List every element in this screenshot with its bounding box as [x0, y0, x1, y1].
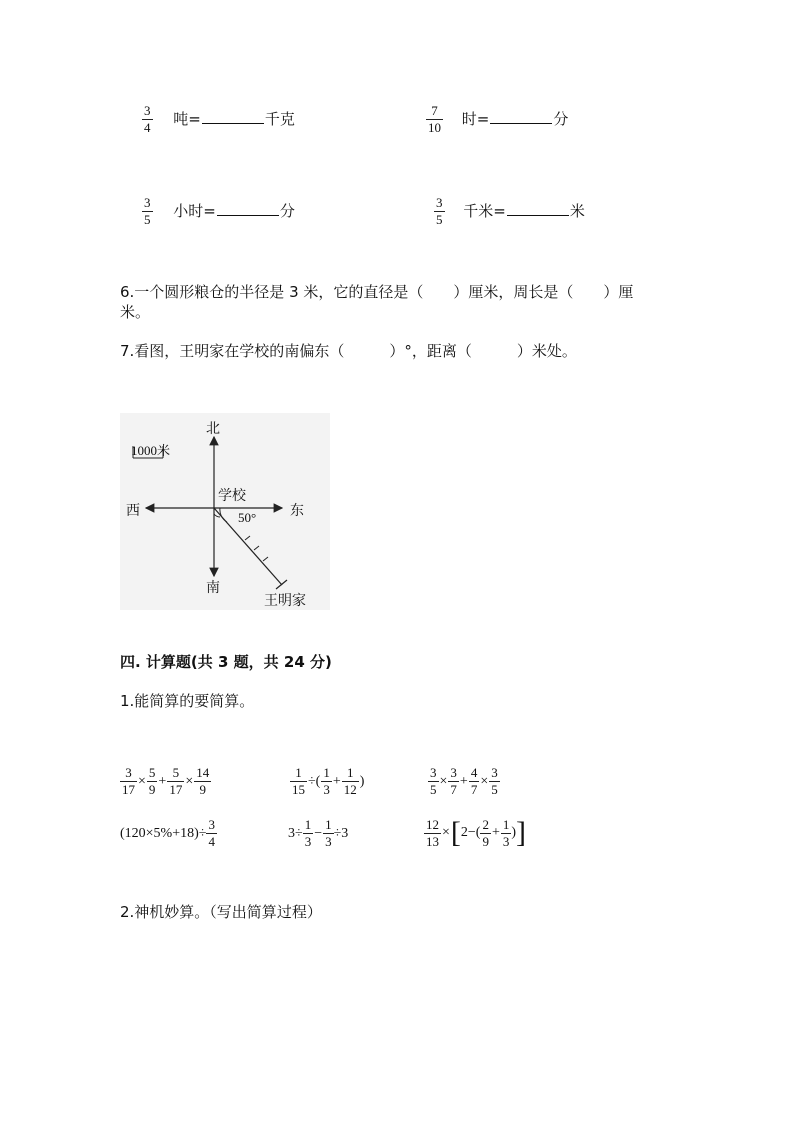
unit-to-label: 千克 — [264, 110, 295, 128]
school-label: 学校 — [218, 489, 246, 504]
answer-blank[interactable] — [202, 109, 264, 124]
calc-1-label: 1.能简算的要简算。 — [120, 692, 255, 710]
unit-to-label: 分 — [279, 202, 295, 220]
unit-from-label: 时= — [461, 110, 490, 128]
angle-label: 50° — [238, 510, 257, 525]
unit-to-label: 分 — [553, 110, 569, 128]
expression-1: $\frac{3}{17}$ × $\frac{5}{9}$ + $\frac{5}{17}$ × $\frac{14}{9}$ — [122, 765, 210, 797]
question-7-text: 7.看图，王明家在学校的南偏东（ ）°，距离（ ）米处。 — [120, 342, 577, 360]
conversion-item-1 — [142, 104, 295, 135]
unit-from-label: 吨= — [173, 110, 201, 128]
north-label: 北 — [206, 422, 220, 437]
east-label: 东 — [290, 504, 304, 519]
section-4-title: 四. 计算题(共 3 题，共 24 分) — [120, 653, 332, 671]
question-6-line-2: 米。 — [120, 303, 151, 321]
unit-from-label: 小时= — [173, 202, 216, 220]
expression-5: 3÷ $\frac{1}{3}$ − $\frac{1}{3}$ ÷3 — [288, 817, 349, 849]
fraction: $\frac{3}{4}$ — [144, 103, 151, 135]
question-6-line-1: 6.一个圆形粮仓的半径是 3 米，它的直径是（ ）厘米，周长是（ ）厘 — [120, 283, 634, 301]
fraction: $\frac{3}{5}$ — [436, 195, 443, 227]
home-label: 王明家 — [264, 594, 306, 609]
conversion-item-2 — [426, 104, 568, 135]
answer-blank[interactable] — [217, 201, 279, 216]
fraction: $\frac{7}{10}$ — [428, 103, 441, 135]
expression-2: $\frac{1}{15}$ ÷( $\frac{1}{3}$ + $\frac{1}{12}$ ) — [292, 765, 365, 797]
answer-blank[interactable] — [507, 201, 569, 216]
answer-blank[interactable] — [490, 109, 552, 124]
unit-to-label: 米 — [569, 202, 585, 220]
expression-6: $\frac{12}{13}$ × [ 2−( $\frac{2}{9}$ + $\frac{1}{3}$ ) ] — [426, 816, 527, 849]
unit-from-label: 千米= — [463, 202, 506, 220]
expression-3: $\frac{3}{5}$ × $\frac{3}{7}$ + $\frac{4}{7}$ × $\frac{3}{5}$ — [430, 765, 498, 797]
compass-figure — [120, 413, 330, 610]
conversion-item-3 — [142, 196, 295, 227]
west-label: 西 — [126, 504, 140, 519]
expression-4: (120×5%+18)÷ $\frac{3}{4}$ — [120, 817, 215, 849]
south-label: 南 — [206, 581, 220, 596]
scale-label: 1000米 — [131, 443, 171, 458]
calc-2-label: 2.神机妙算。（写出简算过程） — [120, 903, 322, 921]
conversion-item-4 — [434, 196, 585, 227]
fraction: $\frac{3}{5}$ — [144, 195, 151, 227]
